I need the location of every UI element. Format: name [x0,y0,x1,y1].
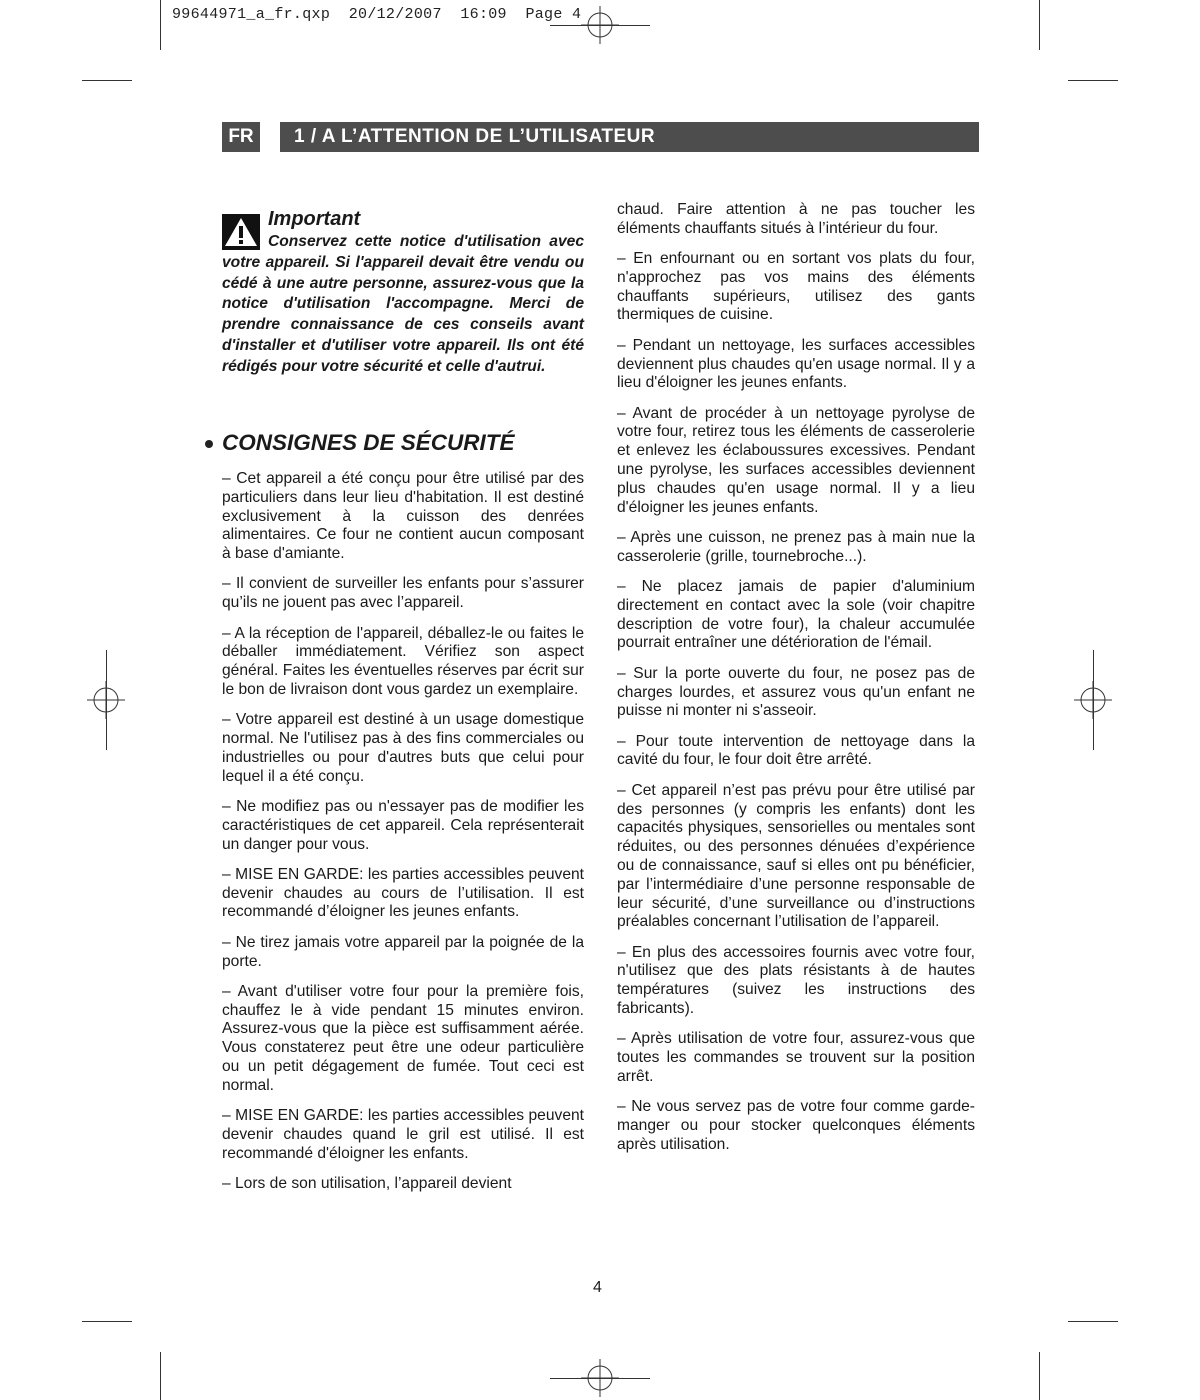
chapter-title: 1 / A L’ATTENTION DE L’UTILISATEUR [280,122,979,152]
crop-mark [1039,0,1040,50]
paragraph: – Après utilisation de votre four, assurez-vous que toutes les commandes se trouvent sur la position arrêt. [617,1030,975,1085]
paragraph: – Sur la porte ouverte du four, ne posez pas de charges lourdes, et assurez vous qu'un enfant ne puisse ni monter ni s'asseoir. [617,664,975,720]
crop-mark [1039,1352,1040,1400]
paragraph: – En plus des accessoires fournis avec votre four, n'utilisez que des plats résistants à de hautes températures (suivez les instructions des fabricants). [617,943,975,1017]
page-number: 4 [593,1279,602,1296]
paragraph: chaud. Faire attention à ne pas toucher les éléments chauffants situés à l’intérieur du four. [617,201,975,237]
paragraph: – Après une cuisson, ne prenez pas à main nue la casserolerie (grille, tournebroche...). [617,528,975,565]
paragraph: – Avant d'utiliser votre four pour la première fois, chauffez le à vide pendant 15 minutes environ. Assurez-vous que la pièce est suffisamment aérée. Vous constaterez peut être une odeur particulière ou un petit dégagement de fumée. Tout ceci est normal. [222,982,584,1094]
paragraph: – Ne vous servez pas de votre four comme garde-manger ou pour stocker quelconques éléments après utilisation. [617,1098,975,1153]
registration-mark-icon [1074,681,1112,719]
print-slug: 99644971_a_fr.qxp 20/12/2007 16:09 Page 4 [172,6,582,23]
section-heading [205,430,515,456]
paragraph: – Lors de son utilisation, l’appareil devient [222,1175,512,1192]
paragraph: – Votre appareil est destiné à un usage domestique normal. Ne l'utilisez pas à des fins commerciales ou industrielles ou pour d'autres buts que celui pour lequel il a été conçu. [222,711,584,785]
paragraph: – A la réception de l'appareil, déballez-le ou faites le déballer immédiatement. Vérifiez son aspect général. Faites les éventuelles réserves par écrit sur le bon de livraison dont vous gardez un exemplaire. [222,624,584,698]
paragraph: – Pour toute intervention de nettoyage dans la cavité du four, le four doit être arrêté. [617,732,975,769]
crop-mark [82,80,132,81]
paragraph: – Il convient de surveiller les enfants pour s’assurer qu’ils ne jouent pas avec l’appareil. [222,575,584,612]
paragraph: – MISE EN GARDE: les parties accessibles peuvent devenir chaudes quand le gril est utilisé. Il est recommandé d'éloigner les enfants. [222,1107,584,1162]
paragraph: – Ne modifiez pas ou n'essayer pas de modifier les caractéristiques de cet appareil. Cela représenterait un danger pour vous. [222,797,584,853]
paragraph: – Pendant un nettoyage, les surfaces accessibles deviennent plus chaudes qu'en usage normal. Il y a lieu d'éloigner les jeunes enfants. [617,336,975,392]
crop-mark [160,1352,161,1400]
paragraph: – Cet appareil a été conçu pour être utilisé par des particuliers dans leur lieu d'habitation. Il est destiné exclusivement à la cuisson des denrées alimentaires. Ce four ne contient aucun composant à base d'amiante. [222,470,584,563]
important-text: Conservez cette notice d'utilisation avec votre appareil. Si l'appareil devait être vendu ou cédé à une autre personne, assurez-vous que la notice d'utilisation l'accompagne. Merci de prendre connaissance de ces conseils avant d'installer et d'utiliser votre appareil. Ils ont été rédigés pour votre sécurité et celle d'autrui. [222,233,584,375]
crop-mark [82,1321,132,1322]
paragraph: – Avant de procéder à un nettoyage pyrolyse de votre four, retirez tous les éléments de casserolerie et enlevez les éclaboussures excessives. Pendant une pyrolyse, les surfaces accessibles deviennent plus chaudes qu'en usage normal. Il y a lieu d'éloigner les jeunes enfants. [617,404,975,516]
crop-mark [160,0,161,50]
paragraph: – MISE EN GARDE: les parties accessibles peuvent devenir chaudes au cours de l’utilisation. Il est recommandé d’éloigner les jeunes enfants. [222,865,584,921]
right-column [617,201,975,1166]
paragraph: – Ne tirez jamais votre appareil par la poignée de la porte. [222,933,584,970]
paragraph: – Cet appareil n’est pas prévu pour être utilisé par des personnes (y compris les enfants) dont les capacités physiques, sensorielles ou mentales sont réduites, ou des personnes dénuées d’expérience ou de connaissance, sauf si elles ont pu bénéficier, par l’intermédiaire d’une personne responsable de leur sécurité, d’une surveillance ou d’instructions préalables concernant l’utilisation de l’appareil. [617,781,975,931]
crop-mark [1068,1321,1118,1322]
language-badge: FR [222,122,260,152]
page-header [222,122,979,152]
registration-mark-icon [87,681,125,719]
section-title: CONSIGNES DE SÉCURITÉ [222,430,515,455]
registration-mark-icon [581,1359,619,1397]
left-column [222,470,584,1205]
crop-mark [1068,80,1118,81]
registration-mark-icon [581,6,619,44]
paragraph: – En enfournant ou en sortant vos plats du four, n'approchez pas vos mains des éléments chauffants supérieurs, utilisez des gants thermiques de cuisine. [617,250,975,324]
bullet-dot-icon [205,440,213,448]
paragraph: – Ne placez jamais de papier d'aluminium directement en contact avec la sole (voir chapitre description de votre four), la chaleur accumulée pourrait entraîner une détérioration de l'émail. [617,578,975,652]
important-title: Important [268,208,361,230]
